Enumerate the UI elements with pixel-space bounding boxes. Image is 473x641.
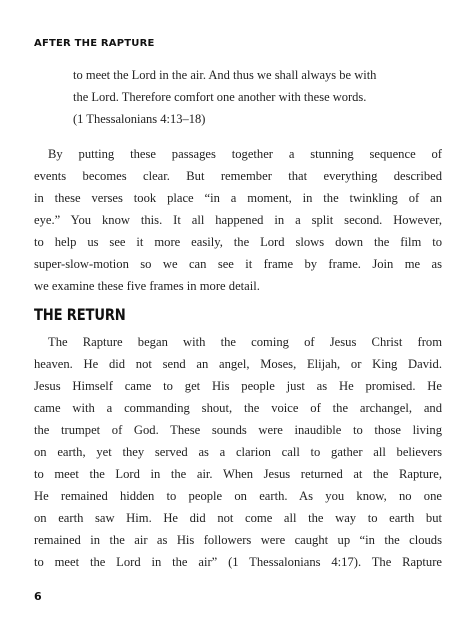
paragraph-line: He remained hidden to people on earth. As you know, no one	[34, 489, 442, 503]
paragraph-line: on earth, yet they served as a clarion call to gather all believers	[34, 445, 442, 459]
paragraph-line: heaven. He did not send an angel, Moses, Elijah, or King David.	[34, 357, 442, 371]
paragraph-line: super-slow-motion so we can see it frame by frame. Join me as	[34, 257, 442, 271]
paragraph-line: came with a commanding shout, the voice of the archangel, and	[34, 401, 442, 415]
paragraph-line: to meet the Lord in the air” (1 Thessalonians 4:17). The Rapture	[34, 555, 442, 569]
paragraph-line: The Rapture began with the coming of Jesus Christ from	[48, 335, 442, 349]
page-number: 6	[34, 590, 42, 603]
paragraph-line: on earth saw Him. He did not come all the way to earth but	[34, 511, 442, 525]
body-paragraph-1	[34, 143, 442, 297]
paragraph-line: By putting these passages together a stunning sequence of	[48, 147, 442, 161]
quote-line: to meet the Lord in the air. And thus we shall always be with	[73, 68, 377, 82]
paragraph-line: the trumpet of God. These sounds were inaudible to those living	[34, 423, 442, 437]
paragraph-line: we examine these five frames in more detail.	[34, 279, 260, 293]
quote-citation: (1 Thessalonians 4:13–18)	[73, 112, 206, 126]
body-paragraph-2	[34, 331, 442, 573]
scripture-quote	[73, 64, 443, 130]
paragraph-line: in these verses took place “in a moment, in the twinkling of an	[34, 191, 442, 205]
paragraph-line: remained in the air as His followers were caught up “in the clouds	[34, 533, 442, 547]
paragraph-line: eye.” You know this. It all happened in a split second. However,	[34, 213, 442, 227]
quote-line: the Lord. Therefore comfort one another with these words.	[73, 90, 367, 104]
paragraph-line: to help us see it more easily, the Lord slows down the film to	[34, 235, 442, 249]
paragraph-line: events becomes clear. But remember that everything described	[34, 169, 442, 183]
paragraph-line: to meet the Lord in the air. When Jesus returned at the Rapture,	[34, 467, 442, 481]
paragraph-line: Jesus Himself came to get His people just as He promised. He	[34, 379, 442, 393]
section-heading: THE RETURN	[34, 305, 126, 324]
running-head: AFTER THE RAPTURE	[34, 38, 155, 49]
